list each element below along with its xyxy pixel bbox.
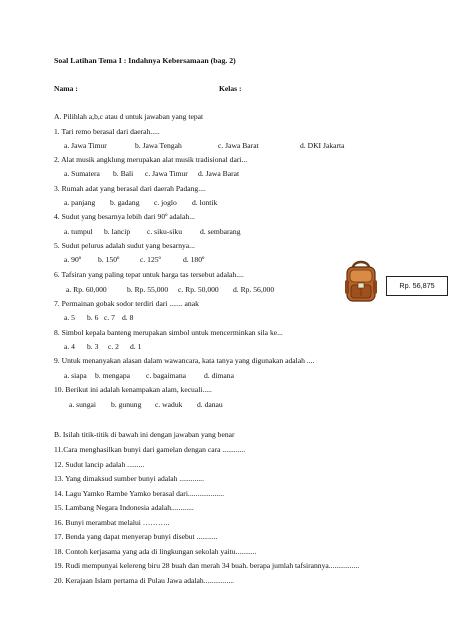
option-2a: a. Sumatera: [64, 169, 100, 178]
essay-14: 14. Lagu Yamko Rambe Yamko berasal dari...................: [54, 489, 224, 498]
option-1d: d. DKI Jakarta: [300, 141, 345, 150]
essay-12: 12. Sudut lancip adalah .........: [54, 460, 145, 469]
option-2c: c. Jawa Timur: [145, 169, 188, 178]
question-1: 1. Tari remo berasal dari daerah.....: [54, 127, 160, 136]
option-5d: d. 180º: [183, 255, 205, 264]
option-3c: c. joglo: [154, 198, 177, 207]
essay-20: 20. Kerajaan Islam pertama di Pulau Jawa adalah................: [54, 576, 235, 585]
option-6a: a. Rp. 60,000: [66, 285, 107, 294]
price-tag: Rp. 56,875: [386, 276, 448, 296]
option-6b: b. Rp. 55,000: [127, 285, 169, 294]
option-1b: b. Jawa Tengah: [135, 141, 182, 150]
question-2: 2. Alat musik angklung merupakan alat musik tradisional dari...: [54, 155, 248, 164]
option-6c: c. Rp. 50,000: [178, 285, 219, 294]
section-a-heading: A. Pilihlah a,b,c atau d untuk jawaban yang tepat: [54, 112, 204, 121]
option-4a: a. tumpul: [64, 227, 93, 236]
question-9: 9. Untuk menanyakan alasan dalam wawancara, kata tanya yang digunakan adalah ....: [54, 356, 315, 365]
option-1c: c. Jawa Barat: [218, 141, 259, 150]
option-4c: c. siku-siku: [147, 227, 183, 236]
essay-13: 13. Yang dimaksud sumber bunyi adalah .............: [54, 474, 204, 483]
option-7a: a. 5: [64, 313, 75, 322]
school-bag-icon: [342, 258, 380, 304]
option-3a: a. panjang: [64, 198, 96, 207]
option-8c: c. 2: [108, 342, 119, 351]
option-10b: b. gunung: [111, 400, 142, 409]
option-7b: b. 6: [87, 313, 99, 322]
essay-15: 15. Lambang Negara Indonesia adalah............: [54, 503, 194, 512]
essay-17: 17. Benda yang dapat menyerap bunyi disebut ...........: [54, 532, 218, 541]
option-8a: a. 4: [64, 342, 75, 351]
option-3b: b. gadang: [110, 198, 140, 207]
option-1a: a. Jawa Timur: [64, 141, 107, 150]
essay-11: 11.Cara menghasilkan bunyi dari gamelan dengan cara ............: [54, 445, 246, 454]
essay-19: 19. Rudi mempunyai kelereng biru 28 buah dan merah 34 buah. berapa jumlah tafsirannya................: [54, 561, 360, 570]
option-10a: a. sungai: [69, 400, 96, 409]
option-5a: a. 90º: [64, 255, 82, 264]
question-8: 8. Simbol kepala banteng merupakan simbol untuk mencerminkan sila ke...: [54, 328, 283, 337]
option-9b: b. mengapa: [95, 371, 131, 380]
option-6d: d. Rp. 56,000: [233, 285, 275, 294]
section-b-heading: B. Isilah titik-titik di bawah ini dengan jawaban yang benar: [54, 430, 235, 439]
option-3d: d. lontik: [192, 198, 218, 207]
option-5b: b. 150º: [98, 255, 120, 264]
option-9d: d. dimana: [204, 371, 234, 380]
question-7: 7. Permainan gobak sodor terdiri dari ....... anak: [54, 299, 199, 308]
option-5c: c. 125º: [140, 255, 161, 264]
option-7d: d. 8: [122, 313, 134, 322]
option-2d: d. Jawa Barat: [198, 169, 240, 178]
option-2b: b. Bali: [113, 169, 134, 178]
option-10d: d. danau: [197, 400, 223, 409]
option-4b: b. lancip: [104, 227, 131, 236]
question-5: 5. Sudut pelurus adalah sudut yang besarnya...: [54, 241, 195, 250]
option-10c: c. waduk: [155, 400, 183, 409]
question-3: 3. Rumah adat yang berasal dari daerah Padang....: [54, 184, 206, 193]
option-4d: d. sembarang: [200, 227, 241, 236]
option-8b: b. 3: [87, 342, 99, 351]
question-6: 6. Tafsiran yang paling tepat untuk harga tas tersebut adalah....: [54, 270, 244, 279]
page-title: Soal Latihan Tema I : Indahnya Kebersamaan (bag. 2): [54, 56, 236, 65]
option-9c: c. bagaimana: [146, 371, 187, 380]
option-8d: d. 1: [130, 342, 142, 351]
kelas-label: Kelas :: [219, 84, 242, 93]
essay-18: 18. Contoh kerjasama yang ada di lingkungan sekolah yaitu...........: [54, 547, 257, 556]
question-10: 10. Berikut ini adalah kenampakan alam, kecuali.....: [54, 385, 212, 394]
option-9a: a. siapa: [64, 371, 87, 380]
option-7c: c. 7: [104, 313, 115, 322]
question-4: 4. Sudut yang besarnya lebih dari 90º adalah...: [54, 212, 195, 221]
essay-16: 16. Bunyi merambat melalui ………..: [54, 518, 170, 527]
nama-label: Nama :: [54, 84, 78, 93]
